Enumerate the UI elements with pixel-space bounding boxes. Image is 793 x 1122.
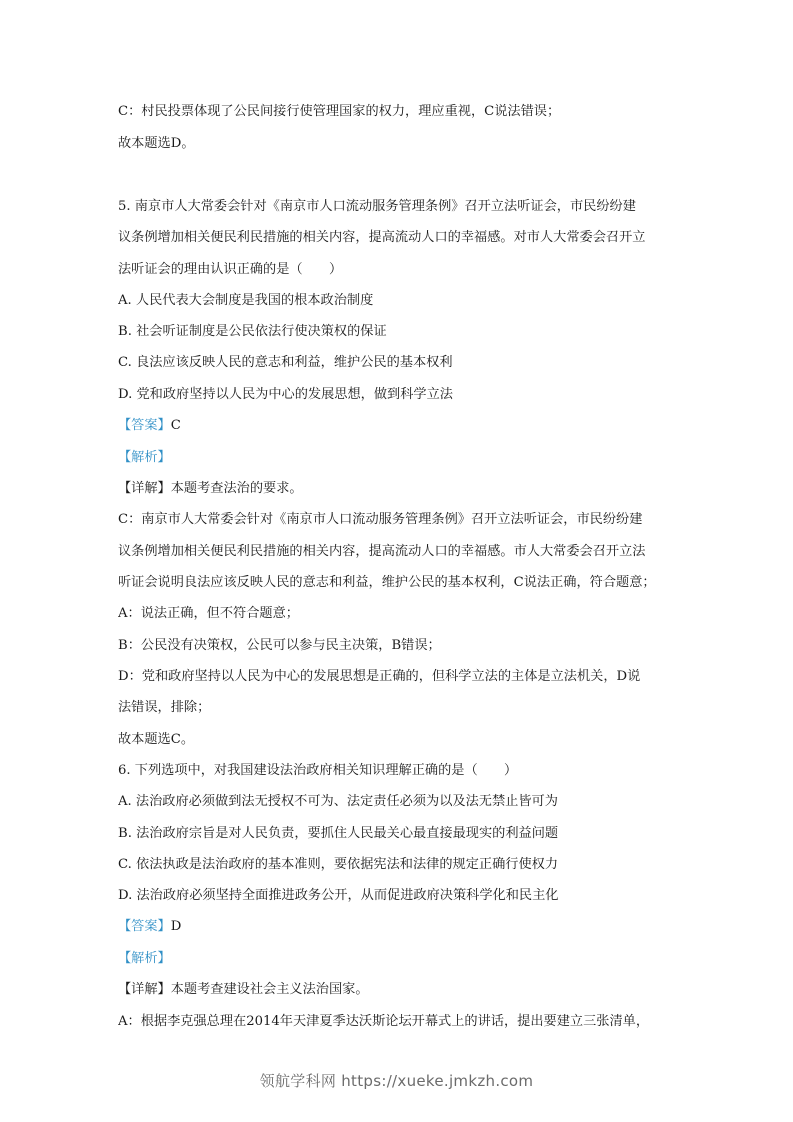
text-line: 法错误，排除； bbox=[118, 700, 211, 715]
answer-value: C bbox=[170, 418, 181, 433]
detail-tag: 【详解】 bbox=[118, 481, 171, 496]
analysis-tag: 【解析】 bbox=[118, 450, 171, 465]
question-6-stem: 6. 下列选项中，对我国建设法治政府相关知识理解正确的是（ ） bbox=[118, 763, 518, 778]
question-6-answer bbox=[118, 918, 683, 936]
question-5-option-b: B. 社会听证制度是公民依法行使决策权的保证 bbox=[118, 324, 387, 339]
text-line: A：根据李克强总理在2014年天津夏季达沃斯论坛开幕式上的讲话，提出要建立三张清单， bbox=[118, 1014, 650, 1029]
question-6-detail bbox=[118, 981, 683, 999]
footer-watermark: 领航学科网 https://xueke.jmkzh.com bbox=[259, 1072, 534, 1090]
text-line: A：说法正确，但不符合题意； bbox=[118, 606, 299, 621]
text-line: C：村民投票体现了公民间接行使管理国家的权力，理应重视，C说法错误； bbox=[118, 104, 561, 119]
answer-tag: 【答案】 bbox=[118, 418, 171, 433]
question-5-answer bbox=[118, 417, 683, 435]
detail-text: 本题考查法治的要求。 bbox=[170, 481, 303, 496]
question-6-option-b: B. 法治政府宗旨是对人民负责，要抓住人民最关心最直接最现实的利益问题 bbox=[118, 826, 559, 841]
question-5-option-c: C. 良法应该反映人民的意志和利益，维护公民的基本权利 bbox=[118, 355, 453, 370]
text-line: 议条例增加相关便民利民措施的相关内容，提高流动人口的幸福感。市人大常委会召开立法 bbox=[118, 544, 646, 559]
question-6-option-c: C. 依法执政是法治政府的基本准则，要依据宪法和法律的规定正确行使权力 bbox=[118, 857, 559, 872]
question-5-analysis bbox=[118, 449, 683, 467]
answer-tag: 【答案】 bbox=[118, 919, 171, 934]
question-5-stem: 5. 南京市人大常委会针对《南京市人口流动服务管理条例》召开立法听证会，市民纷纷建 bbox=[118, 199, 636, 214]
question-5-option-d: D. 党和政府坚持以人民为中心的发展思想，做到科学立法 bbox=[118, 387, 453, 402]
text-line: C：南京市人大常委会针对《南京市人口流动服务管理条例》召开立法听证会，市民纷纷建 bbox=[118, 512, 643, 527]
question-6-analysis bbox=[118, 950, 683, 968]
text-line: D：党和政府坚持以人民为中心的发展思想是正确的，但科学立法的主体是立法机关，D说 bbox=[118, 669, 641, 684]
detail-tag: 【详解】 bbox=[118, 982, 171, 997]
question-5-option-a: A. 人民代表大会制度是我国的根本政治制度 bbox=[118, 293, 374, 308]
question-5-detail bbox=[118, 480, 683, 498]
text-line: 故本题选D。 bbox=[118, 136, 195, 151]
text-line: B：公民没有决策权，公民可以参与民主决策，B错误； bbox=[118, 638, 441, 653]
analysis-tag: 【解析】 bbox=[118, 951, 171, 966]
question-6-option-d: D. 法治政府必须坚持全面推进政务公开，从而促进政府决策科学化和民主化 bbox=[118, 888, 559, 903]
question-5-stem: 议条例增加相关便民利民措施的相关内容，提高流动人口的幸福感。对市人大常委会召开立 bbox=[118, 230, 646, 245]
text-line: 听证会说明良法应该反映人民的意志和利益，维护公民的基本权利，C说法正确，符合题意； bbox=[118, 575, 656, 590]
detail-text: 本题考查建设社会主义法治国家。 bbox=[170, 982, 369, 997]
text-line: 故本题选C。 bbox=[118, 732, 195, 747]
question-5-stem: 法听证会的理由认识正确的是（ ） bbox=[118, 262, 343, 277]
question-6-option-a: A. 法治政府必须做到法无授权不可为、法定责任必须为以及法无禁止皆可为 bbox=[118, 794, 558, 809]
answer-value: D bbox=[170, 919, 182, 934]
